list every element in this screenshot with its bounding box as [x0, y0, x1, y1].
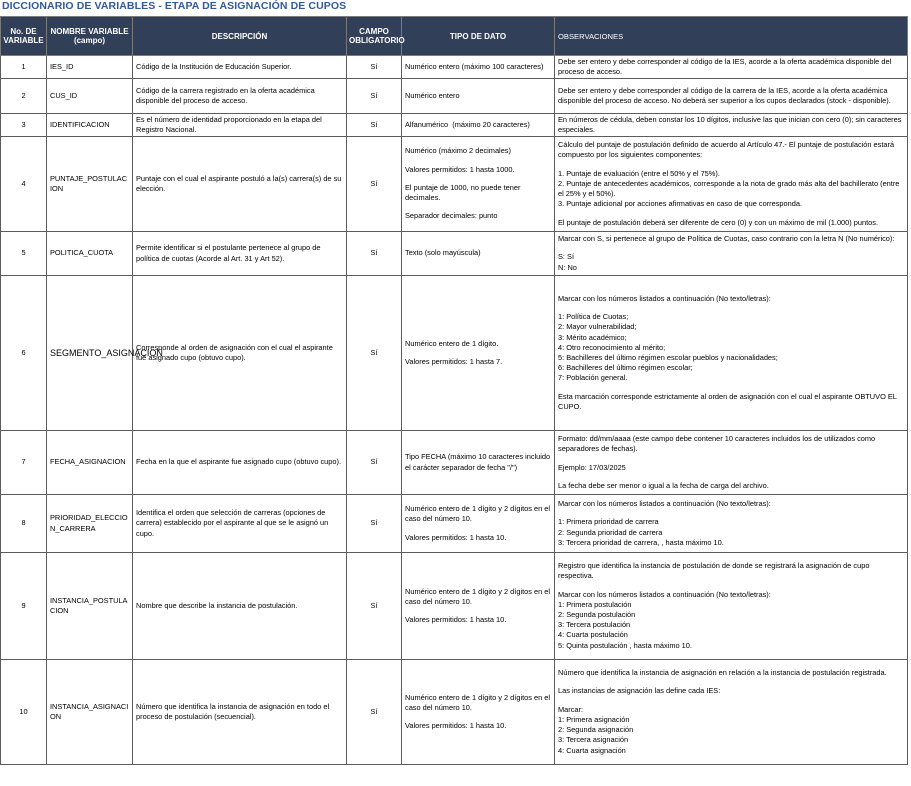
variable-number-cell: 3	[1, 114, 47, 137]
data-type-cell	[402, 79, 555, 114]
observations-text: Número que identifica la instancia de asignación en relación a la instancia de postulación registrada.	[558, 668, 887, 678]
paragraph-gap	[558, 161, 904, 169]
header-data-type: TIPO DE DATO	[402, 17, 555, 56]
observations-content	[558, 115, 904, 135]
paragraph-gap	[558, 509, 904, 517]
observations-text: Marcar con los números listados a continuación (No texto/letras):	[558, 293, 771, 303]
description-cell: Es el número de identidad proporcionado en la etapa del Registro Nacional.	[133, 114, 347, 137]
variable-name-cell: PUNTAJE_POSTULACION	[47, 137, 133, 232]
description-cell: Nombre que describe la instancia de postulación.	[133, 553, 347, 660]
observations-cell	[555, 137, 908, 232]
observations-content	[558, 561, 904, 651]
observations-content	[558, 434, 904, 491]
observations-text: 1. Puntaje de evaluación (entre el 50% y el 75%). 2. Puntaje de antecedentes académicos, corresponde a la nota de grado más alta del bachillerato (entre el 25% y el 50%). 3. Puntaje adicional por acciones afirmativas en caso de que corresponda.	[558, 168, 900, 209]
required-cell: Sí	[347, 660, 402, 765]
observations-text: Debe ser entero y debe corresponder al código de la carrera de la IES, acorde a la oferta académica disponible del proceso de acceso. No deberá ser superior a los cupos declarados (stock - disponible).	[558, 85, 891, 105]
variable-number-cell: 4	[1, 137, 47, 232]
observations-text: Marcar con los números listados a continuación (No texto/letras):	[558, 499, 771, 509]
variable-number-cell: 2	[1, 79, 47, 114]
table-row	[1, 232, 908, 276]
data-type-text: Valores permitidos: 1 hasta 7.	[405, 357, 503, 366]
variable-name-cell: INSTANCIA_POSTULACION	[47, 553, 133, 660]
variable-name-cell: SEGMENTO_ASIGNACION	[47, 276, 133, 431]
observations-text: Formato: dd/mm/aaaa (este campo debe contener 10 caracteres incluidos los de utilizados como separadores de fechas).	[558, 434, 878, 454]
required-cell: Sí	[347, 79, 402, 114]
required-cell: Sí	[347, 114, 402, 137]
data-type-text: Numérico entero de 1 dígito y 2 dígitos en el caso del número 10.	[405, 586, 553, 606]
required-cell: Sí	[347, 431, 402, 495]
observations-text: Registro que identifica la instancia de postulación de donde se registrará la asignación de cupo respectiva.	[558, 561, 872, 581]
header-observations: OBSERVACIONES	[555, 17, 908, 56]
variable-number-cell: 5	[1, 232, 47, 276]
required-cell: Sí	[347, 276, 402, 431]
paragraph-gap	[405, 713, 551, 721]
table-header-row	[1, 17, 908, 56]
observations-text: Esta marcación corresponde estrictamente al orden de asignación con el cual el aspirante OBTUVO EL CUPO.	[558, 391, 899, 411]
observations-text: Debe ser entero y debe corresponder al código de la IES, acorde a la oferta académica disponible del proceso de acceso.	[558, 56, 894, 76]
page-title: DICCIONARIO DE VARIABLES - ETAPA DE ASIGNACIÓN DE CUPOS	[2, 0, 347, 12]
data-type-text: Valores permitidos: 1 hasta 1000.	[405, 164, 515, 174]
paragraph-gap	[558, 697, 904, 705]
paragraph-gap	[558, 455, 904, 463]
observations-content	[558, 668, 904, 755]
observations-text: Marcar con S, si pertenece al grupo de Política de Cuotas, caso contrario con la letra N (No numérico):	[558, 234, 895, 244]
observations-content	[558, 86, 904, 106]
description-cell: Identifica el orden que selección de carreras (opciones de carrera) establecido por el aspirante al que se le asignó un cupo.	[133, 495, 347, 553]
observations-text: Marcar con los números listados a continuación (No texto/letras): 1: Primera postulación 2: Segunda postulación 3: Tercera postulación 4: Cuarta postulación 5: Quinta postulación , hasta máximo 10.	[558, 589, 771, 650]
header-description: DESCRIPCIÓN	[133, 17, 347, 56]
observations-cell	[555, 495, 908, 553]
observations-cell	[555, 660, 908, 765]
variable-name-cell: CUS_ID	[47, 79, 133, 114]
required-cell: Sí	[347, 232, 402, 276]
variable-number-cell: 6	[1, 276, 47, 431]
table-row	[1, 495, 908, 553]
table-row	[1, 79, 908, 114]
description-cell: Código de la Institución de Educación Superior.	[133, 56, 347, 79]
paragraph-gap	[405, 607, 551, 615]
data-type-cell	[402, 495, 555, 553]
observations-text: Las instancias de asignación las define cada IES:	[558, 686, 721, 696]
table-row	[1, 114, 908, 137]
data-type-cell	[402, 431, 555, 495]
observations-content	[558, 140, 904, 227]
data-type-text: Numérico entero (máximo 100 caracteres)	[405, 61, 544, 71]
description-cell: Permite identificar si el postulante pertenece al grupo de política de cuotas (Acorde al Art. 31 y Art 52).	[133, 232, 347, 276]
data-type-text: El puntaje de 1000, no puede tener decimales.	[405, 182, 523, 203]
table-row	[1, 660, 908, 765]
description-cell: Puntaje con el cual el aspirante postuló a la(s) carrera(s) de su elección.	[133, 137, 347, 232]
observations-cell	[555, 431, 908, 495]
data-type-text: Numérico entero de 1 dígito.	[405, 338, 499, 348]
data-type-cell	[402, 660, 555, 765]
observations-cell	[555, 79, 908, 114]
variable-number-cell: 8	[1, 495, 47, 553]
paragraph-gap	[405, 157, 551, 165]
observations-text: Ejemplo: 17/03/2025	[558, 462, 626, 472]
observations-text: La fecha debe ser menor o igual a la fecha de carga del archivo.	[558, 480, 769, 490]
data-type-cell	[402, 137, 555, 232]
required-cell: Sí	[347, 495, 402, 553]
paragraph-gap	[405, 175, 551, 183]
variables-table	[0, 16, 908, 765]
observations-cell	[555, 232, 908, 276]
observations-content	[558, 57, 904, 77]
header-variable-name: NOMBRE VARIABLE (campo)	[47, 17, 133, 56]
observations-cell	[555, 56, 908, 79]
variable-name-cell: FECHA_ASIGNACION	[47, 431, 133, 495]
variable-name-cell: POLITICA_CUOTA	[47, 232, 133, 276]
data-type-cell	[402, 232, 555, 276]
data-type-text: Alfanumérico (máximo 20 caracteres)	[405, 119, 530, 129]
paragraph-gap	[405, 349, 551, 357]
data-type-text: Numérico (máximo 2 decimales)	[405, 146, 511, 156]
data-type-text: Texto (solo mayúscula)	[405, 248, 481, 258]
variable-name-cell: IDENTIFICACION	[47, 114, 133, 137]
paragraph-gap	[558, 582, 904, 590]
paragraph-gap	[558, 244, 904, 252]
variable-number-cell: 10	[1, 660, 47, 765]
observations-text: Marcar: 1: Primera asignación 2: Segunda asignación 3: Tercera asignación 4: Cuarta asignación	[558, 704, 634, 755]
data-type-cell	[402, 114, 555, 137]
data-type-text: Valores permitidos: 1 hasta 10.	[405, 721, 507, 731]
paragraph-gap	[405, 203, 551, 211]
data-type-text: Numérico entero de 1 dígito y 2 dígitos en el caso del número 10.	[405, 504, 553, 524]
paragraph-gap	[558, 473, 904, 481]
data-type-text: Numérico entero	[405, 90, 460, 100]
variable-number-cell: 1	[1, 56, 47, 79]
variable-number-cell: 7	[1, 431, 47, 495]
table-row	[1, 553, 908, 660]
description-cell: Fecha en la que el aspirante fue asignado cupo (obtuvo cupo).	[133, 431, 347, 495]
data-type-text: Valores permitidos: 1 hasta 10.	[405, 532, 507, 542]
table-row	[1, 276, 908, 431]
paragraph-gap	[558, 210, 904, 218]
variable-name-cell: IES_ID	[47, 56, 133, 79]
observations-text: S: Sí N: No	[558, 252, 577, 272]
paragraph-gap	[558, 678, 904, 686]
data-type-text: Tipo FECHA (máximo 10 caracteres incluido el carácter separador de fecha "/")	[405, 452, 553, 472]
required-cell: Sí	[347, 137, 402, 232]
description-cell: Código de la carrera registrado en la oferta académica disponible del proceso de acceso.	[133, 79, 347, 114]
paragraph-gap	[558, 304, 904, 312]
observations-text: El puntaje de postulación deberá ser diferente de cero (0) y con un máximo de mil (1.000) puntos.	[558, 217, 879, 227]
observations-cell	[555, 114, 908, 137]
data-type-text: Numérico entero de 1 dígito y 2 dígitos en el caso del número 10.	[405, 692, 553, 712]
observations-cell	[555, 276, 908, 431]
table-row	[1, 431, 908, 495]
variable-name-cell: PRIORIDAD_ELECCION_CARRERA	[47, 495, 133, 553]
observations-text: Cálculo del puntaje de postulación definido de acuerdo al Artículo 47.- El puntaje de postulación estará compuesto por los siguientes componentes:	[558, 140, 897, 160]
header-variable-number: No. DE VARIABLE	[1, 17, 47, 56]
data-type-text: Separador decimales: punto	[405, 211, 498, 221]
table-row	[1, 56, 908, 79]
observations-text: 1: Política de Cuotas; 2: Mayor vulnerabilidad; 3: Mérito académico; 4: Otro reconocimiento al mérito; 5: Bachilleres del último régimen escolar pueblos y nacionalidades; 6: Bachilleres del último régimen escolar; 7: Población general.	[558, 312, 778, 383]
observations-content	[558, 499, 904, 548]
paragraph-gap	[558, 384, 904, 392]
data-type-text: Valores permitidos: 1 hasta 10.	[405, 615, 507, 625]
data-type-cell	[402, 56, 555, 79]
table-row	[1, 137, 908, 232]
required-cell: Sí	[347, 553, 402, 660]
header-required-field: CAMPO OBLIGATORIO	[347, 17, 402, 56]
observations-content	[558, 234, 904, 273]
observations-text: 1: Primera prioridad de carrera 2: Segunda prioridad de carrera 3: Tercera prioridad de carrera, , hasta máximo 10.	[558, 517, 724, 547]
data-type-cell	[402, 553, 555, 660]
observations-cell	[555, 553, 908, 660]
variable-number-cell: 9	[1, 553, 47, 660]
variable-name-cell: INSTANCIA_ASIGNACION	[47, 660, 133, 765]
description-cell: Corresponde al orden de asignación con el cual el aspirante fue asignado cupo (obtuvo cupo).	[133, 276, 347, 431]
paragraph-gap	[405, 525, 551, 533]
observations-content	[558, 294, 904, 412]
data-type-cell	[402, 276, 555, 431]
description-cell: Número que identifica la instancia de asignación en todo el proceso de postulación (secuencial).	[133, 660, 347, 765]
observations-text: En números de cédula, deben constar los 10 dígitos, inclusive las que inician con cero (0); sin caracteres especiales.	[558, 114, 904, 134]
required-cell: Sí	[347, 56, 402, 79]
